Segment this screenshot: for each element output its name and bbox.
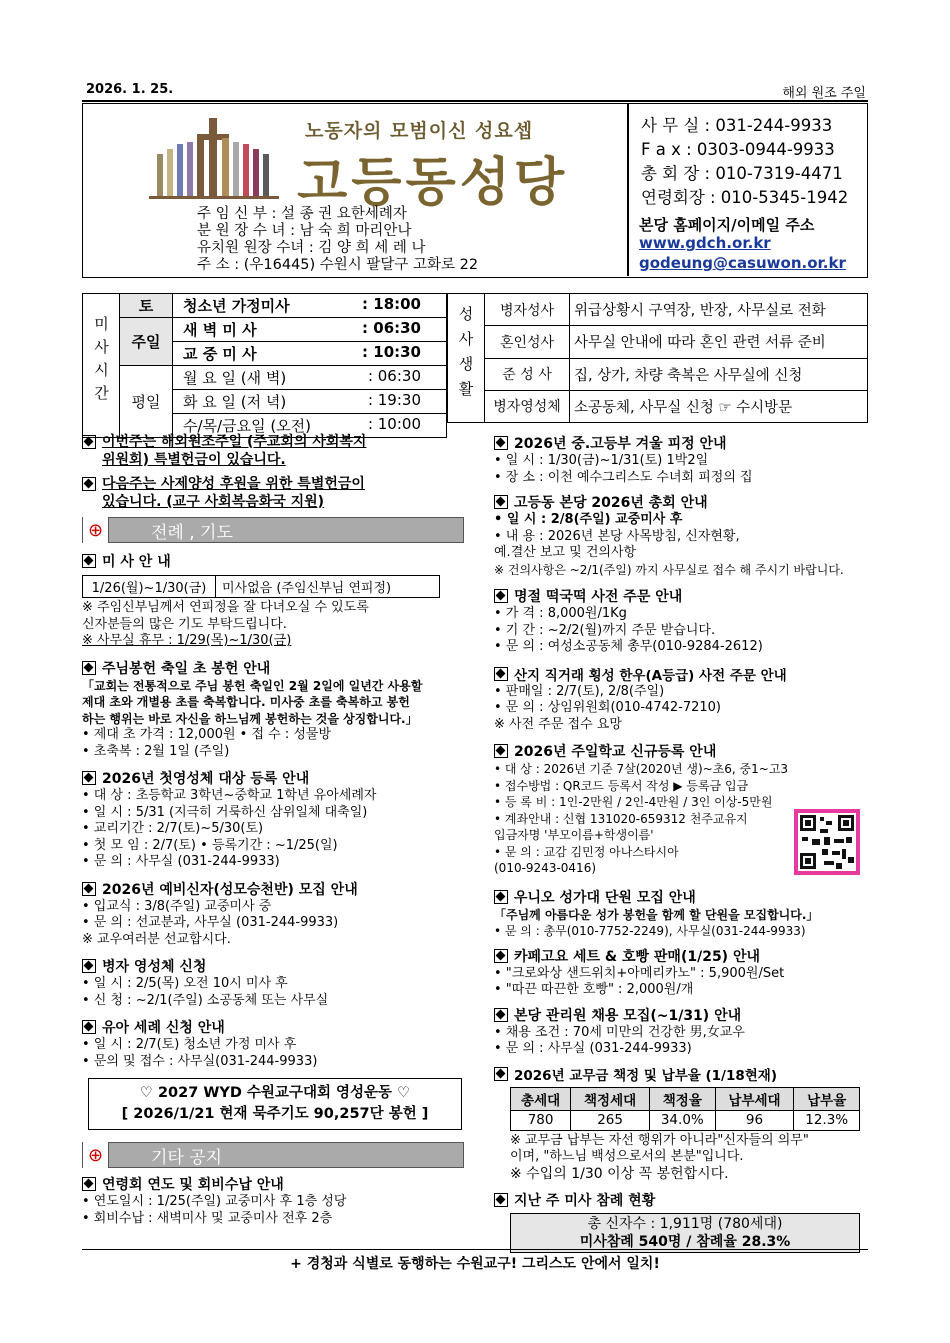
mass-row-tue: 화 요 일 (저 녁) : 19:30	[173, 390, 447, 414]
left-column	[82, 433, 467, 1227]
text-line: • 문 의 : 총무(010-7752-2249), 사무실(031-244-9933)	[494, 924, 806, 938]
staff-address: 주 소 : (우16445) 수원시 팔달구 고화로 22	[197, 257, 479, 273]
sacrament-desc: 위급상황시 구역장, 반장, 사무실로 전화	[570, 294, 868, 326]
text-line: • "크로와상 샌드위치+아메리카노" : 5,900원/Set	[494, 965, 785, 981]
section-ricecake-title: 명절 떡국떡 사전 주문 안내	[494, 586, 870, 606]
sacrament-name: 준 성 사	[485, 358, 570, 390]
text-line: 신자분들의 많은 기도 부탁드립니다.	[82, 616, 287, 632]
tithe-header: 납부율	[794, 1087, 860, 1110]
attendance-total: 총 신자수 : 1,911명 (780세대)	[587, 1216, 783, 1232]
masthead	[82, 103, 868, 278]
mass-day-sunday: 주일	[120, 318, 173, 366]
staff-list	[197, 206, 478, 274]
text-line: • 등 록 비 : 1인-2만원 / 2인-4만원 / 3인 이상-5만원	[494, 795, 773, 809]
notice-overseas	[82, 433, 467, 469]
text-line: • 계좌안내 : 신협 131020-659312 천주교유지	[494, 811, 748, 826]
candle-body	[82, 678, 467, 761]
section-infant-title: 유아 세례 신청 안내	[82, 1017, 467, 1037]
assembly-body	[494, 512, 870, 578]
infant-body	[82, 1037, 467, 1070]
text-line: • 회비수납 : 새벽미사 및 교중미사 전후 2층	[82, 1210, 333, 1226]
bullet-box-icon	[82, 771, 96, 785]
tithe-header: 총세대	[511, 1087, 571, 1110]
tithe-table	[510, 1087, 860, 1131]
right-column	[494, 433, 870, 1253]
contact-president: 총 회 장 : 010-7319-4471	[641, 164, 843, 183]
church-logo-icon	[149, 114, 289, 204]
bullet-box-icon	[494, 589, 508, 603]
section-cafe-title: 카페고요 세트 & 호빵 판매(1/25) 안내	[494, 946, 870, 966]
bullet-box-icon	[82, 959, 96, 973]
bullet-box-icon	[82, 477, 96, 491]
attendance-rate: 미사참례 540명 / 참례율 28.3%	[579, 1234, 791, 1250]
sacrament-desc: 사무실 안내에 따라 혼인 관련 서류 준비	[570, 326, 868, 358]
text-line: • 대 상 : 2026년 기준 7살(2020년 생)~초6, 중1~고3	[494, 762, 789, 776]
bullet-box-icon	[82, 661, 96, 675]
text-line: ※ 교무금 납부는 자선 행위가 아니라"신자들의 의무"	[510, 1132, 809, 1148]
text-line: • 판매일 : 2/7(토), 2/8(주일)	[494, 683, 665, 699]
bullet-box-icon	[494, 436, 508, 450]
text-line: 이며, "하느님 백성으로서의 본분"입니다.	[510, 1149, 744, 1164]
sick-body	[82, 976, 467, 1009]
mass-day-sat: 토	[120, 294, 173, 318]
sunday-name: 해외 원조 주일	[782, 86, 866, 101]
text-line: ※ 수입의 1/30 이상 꼭 봉헌합시다.	[510, 1165, 729, 1182]
sacrament-name: 병자성사	[485, 294, 570, 326]
section-dues-title: 연령회 연도 및 회비수납 안내	[82, 1174, 467, 1194]
text-line: 「교회는 전통적으로 주님 봉헌 축일인 2월 2일에 일년간 사용할	[82, 678, 423, 693]
text-line: • 제대 초 가격 : 12,000원 • 접 수 : 성물방	[82, 727, 332, 742]
qr-code-icon[interactable]	[794, 809, 860, 875]
retreat-body	[494, 453, 870, 486]
bullet-box-icon	[494, 949, 508, 963]
mass-row-main: 교 중 미 사 : 10:30	[173, 342, 447, 366]
text-line: 「주님께 아름다운 성가 봉헌을 함께 할 단원을 모집합니다.」	[494, 907, 819, 922]
mass-row-sat: 청소년 가정미사 : 18:00	[173, 294, 447, 318]
wyd-box	[88, 1078, 462, 1130]
tithe-header: 납부세대	[715, 1087, 794, 1110]
cafe-body	[494, 966, 870, 999]
text-line: • 문 의 : 교감 김민정 아나스타시아	[494, 844, 679, 859]
notice-line: 있습니다. (교구 사회복음화국 지원)	[102, 494, 325, 510]
cross-icon: ⊕	[83, 517, 109, 543]
text-line: (010-9243-0416)	[494, 861, 597, 875]
notice-line: 다음주는 사제양성 후원을 위한 특별헌금이	[102, 476, 365, 492]
section-janitor-title: 본당 관리원 채용 모집(~1/31) 안내	[494, 1005, 870, 1025]
text-line: • 기 간 : ~2/2(월)까지 주문 받습니다.	[494, 622, 716, 638]
attendance-box	[510, 1213, 860, 1253]
bullet-box-icon	[494, 495, 508, 509]
contact-list	[641, 114, 848, 210]
text-line: • 대 상 : 초등학교 3학년~중학교 1학년 유아세례자	[82, 788, 377, 803]
choir-body	[494, 907, 870, 940]
beef-body	[494, 684, 870, 734]
section-bar-title: 전례 , 기도	[151, 522, 233, 543]
contact-office: 사 무 실 : 031-244-9933	[641, 116, 833, 135]
tithe-value: 96	[715, 1110, 794, 1130]
bullet-box-icon	[82, 435, 96, 449]
sacrament-name: 병자영성체	[485, 390, 570, 422]
text-line: • 가 격 : 8,000원/1Kg	[494, 606, 627, 621]
text-line: • 문의 및 접수 : 사무실(031-244-9933)	[82, 1053, 318, 1069]
text-line: • 첫 모 임 : 2/7(토) • 등록기간 : ~1/25(일)	[82, 837, 338, 853]
dues-body	[82, 1194, 467, 1227]
email-link[interactable]: godeung@casuwon.or.kr	[639, 254, 846, 272]
bullet-box-icon	[82, 1020, 96, 1034]
text-line: • 일 시 : 2/7(토) 청소년 가정 미사 후	[82, 1037, 297, 1052]
mass-info-notes	[82, 600, 467, 650]
text-line: • 문 의 : 사무실 (031-244-9933)	[494, 1041, 692, 1056]
text-line: • 접수방법 : QR코드 등록서 작성 ▶ 등록금 입금	[494, 778, 749, 793]
text-line: • "따끈 따끈한 호빵" : 2,000원/개	[494, 982, 694, 997]
footer-slogan: + 경청과 식별로 동행하는 수원교구! 그리스도 안에서 일치!	[82, 1249, 868, 1273]
section-candle-title: 주님봉헌 축일 초 봉헌 안내	[82, 658, 467, 678]
top-bar	[82, 82, 868, 102]
bullet-box-icon	[494, 744, 508, 758]
ricecake-body	[494, 606, 870, 656]
notice-line: 이번주는 해외원조주일 (주교회의 사회복지	[102, 434, 367, 450]
tithe-value: 34.0%	[650, 1110, 716, 1130]
tithe-value: 780	[511, 1110, 571, 1130]
notice-seminary	[82, 475, 467, 511]
mass-row-wed-fri: 수/목/금요일 (오전) : 10:00	[173, 414, 447, 438]
section-communion-title: 2026년 첫영성체 대상 등록 안내	[82, 768, 467, 788]
text-line: • 문 의 : 상임위원회(010-4742-7210)	[494, 700, 721, 715]
notice-line: 위원회) 특별헌금이 있습니다.	[102, 452, 286, 468]
text-line: • 문 의 : 사무실 (031-244-9933)	[82, 854, 280, 869]
text-line: • 초축복 : 2월 1일 (주일)	[82, 743, 230, 759]
text-line: • 채용 조건 : 70세 미만의 건강한 男,女교우	[494, 1024, 745, 1040]
bullet-box-icon	[494, 667, 508, 681]
contact-fax: F a x : 0303-0944-9933	[641, 140, 835, 159]
text-line: • 장 소 : 이천 예수그리스도 수녀회 피정의 집	[494, 469, 753, 485]
text-line: • 일 시 : 5/31 (지극히 거룩하신 삼위일체 대축일)	[82, 804, 368, 820]
staff-pastor: 주 임 신 부 : 설 종 권 요한세례자	[197, 206, 407, 222]
text-line: • 일 시 : 2/8(주일) 교중미사 후	[494, 512, 683, 527]
section-tithe-title: 2026년 교무금 책정 및 납부율 (1/18현재)	[494, 1064, 870, 1084]
tithe-header: 책정율	[650, 1087, 716, 1110]
text-line: 제대 초와 개별용 초를 축복합니다. 미사중 초를 축복하고 봉헌	[82, 695, 410, 709]
catechumen-body	[82, 899, 467, 949]
text-line: • 일 시 : 2/5(목) 오전 10시 미사 후	[82, 976, 288, 991]
text-line: ※ 사무실 휴무 : 1/29(목)~1/30(금)	[82, 633, 292, 648]
bullet-box-icon	[494, 890, 508, 904]
bullet-box-icon	[82, 1177, 96, 1191]
issue-date: 2026. 1. 25.	[86, 82, 174, 97]
tithe-value: 265	[571, 1110, 650, 1130]
text-line: • 문 의 : 선교분과, 사무실 (031-244-9933)	[82, 915, 339, 930]
section-catechumen-title: 2026년 예비신자(성모승천반) 모집 안내	[82, 879, 467, 899]
bullet-box-icon	[82, 554, 96, 568]
bullet-box-icon	[494, 1193, 508, 1207]
section-sundayschool-title: 2026년 주일학교 신규등록 안내	[494, 741, 870, 761]
wyd-rosary-count: [ 2026/1/21 현재 묵주기도 90,257단 봉헌 ]	[121, 1106, 429, 1122]
parish-name: 고등동성당	[297, 153, 569, 213]
text-line: • 연도일시 : 1/25(주일) 교중미사 후 1층 성당	[82, 1194, 347, 1209]
wyd-title: ♡ 2027 WYD 수원교구대회 영성운동 ♡	[139, 1085, 411, 1101]
section-beef-title: 산지 직거래 횡성 한우(A등급) 사전 주문 안내	[494, 664, 870, 684]
section-bar-title: 기타 공지	[151, 1147, 223, 1168]
bullet-box-icon	[494, 1008, 508, 1022]
mass-info-desc: 미사없음 (주임신부님 연피정)	[216, 576, 440, 598]
sundayschool-body	[494, 761, 870, 877]
sacrament-desc: 소공동체, 사무실 신청 ☞ 수시방문	[570, 390, 868, 422]
section-sick-title: 병자 영성체 신청	[82, 956, 467, 976]
masthead-divider	[627, 104, 629, 276]
mass-info-dates: 1/26(월)~1/30(금)	[83, 576, 216, 598]
tithe-header: 책정세대	[571, 1087, 650, 1110]
bullet-box-icon	[494, 1067, 508, 1081]
text-line: • 내 용 : 2026년 본당 사목방침, 신자현황,	[494, 528, 740, 544]
text-line: • 신 청 : ~2/1(주일) 소공동체 또는 사무실	[82, 992, 329, 1008]
section-bar-liturgy	[82, 517, 464, 543]
text-line: ※ 교우여러분 선교합시다.	[82, 931, 231, 947]
mass-info-table	[82, 575, 440, 598]
section-attendance-title: 지난 주 미사 참례 현황	[494, 1190, 870, 1210]
bullet-box-icon	[82, 882, 96, 896]
text-line: 예.결산 보고 및 건의사항	[494, 545, 637, 560]
janitor-body	[494, 1025, 870, 1058]
communion-body	[82, 788, 467, 871]
sacrament-name: 혼인성사	[485, 326, 570, 358]
text-line: • 교리기간 : 2/7(토)~5/30(토)	[82, 821, 264, 836]
mass-row-mon: 월 요 일 (새 벽) : 06:30	[173, 366, 447, 390]
text-line: • 일 시 : 1/30(금)~1/31(토) 1박2일	[494, 453, 709, 468]
section-mass-info-title: 미 사 안 내	[82, 551, 467, 571]
text-line: ※ 사전 주문 접수 요망	[494, 716, 622, 732]
staff-superior: 분 원 장 수 녀 : 남 숙 희 마리안나	[197, 223, 412, 239]
text-line: ※ 건의사항은 ~2/1(주일) 까지 사무실로 접수 해 주시기 바랍니다.	[494, 562, 844, 577]
contact-funeral: 연령회장 : 010-5345-1942	[641, 188, 849, 207]
sacrament-side-label: 성사생활	[448, 294, 485, 423]
sacraments-table	[447, 293, 868, 423]
website-link[interactable]: www.gdch.or.kr	[639, 234, 771, 252]
mass-row-dawn: 새 벽 미 사 : 06:30	[173, 318, 447, 342]
text-line: 하는 행위는 바로 자신을 하느님께 봉헌하는 것을 상징합니다.」	[82, 711, 418, 726]
mass-times-table	[82, 293, 447, 438]
cross-icon: ⊕	[83, 1142, 109, 1168]
tithe-notes	[510, 1133, 870, 1183]
tithe-value: 12.3%	[794, 1110, 860, 1130]
section-choir-title: 우니오 성가대 단원 모집 안내	[494, 887, 870, 907]
section-bar-other	[82, 1142, 464, 1168]
text-line: • 문 의 : 여성소공동체 총무(010-9284-2612)	[494, 639, 763, 654]
section-assembly-title: 고등동 본당 2026년 총회 안내	[494, 492, 870, 512]
text-line: • 입교식 : 3/8(주일) 교중미사 중	[82, 898, 272, 914]
section-retreat-title: 2026년 중.고등부 겨울 피정 안내	[494, 433, 870, 453]
text-line: ※ 주임신부님께서 연피정을 잘 다녀오실 수 있도록	[82, 600, 369, 615]
mass-side-label: 미사시간	[83, 294, 120, 438]
parish-tagline: 노동자의 모범이신 성요셉	[305, 120, 534, 142]
web-title: 본당 홈페이지/이메일 주소	[639, 216, 815, 234]
staff-kindergarten: 유치원 원장 수녀 : 김 양 희 세 레 나	[197, 240, 426, 256]
mass-day-weekday: 평일	[120, 366, 173, 438]
text-line: 입금자명 '부모이름+학생이름'	[494, 828, 654, 842]
sacrament-desc: 집, 상가, 차량 축복은 사무실에 신청	[570, 358, 868, 390]
